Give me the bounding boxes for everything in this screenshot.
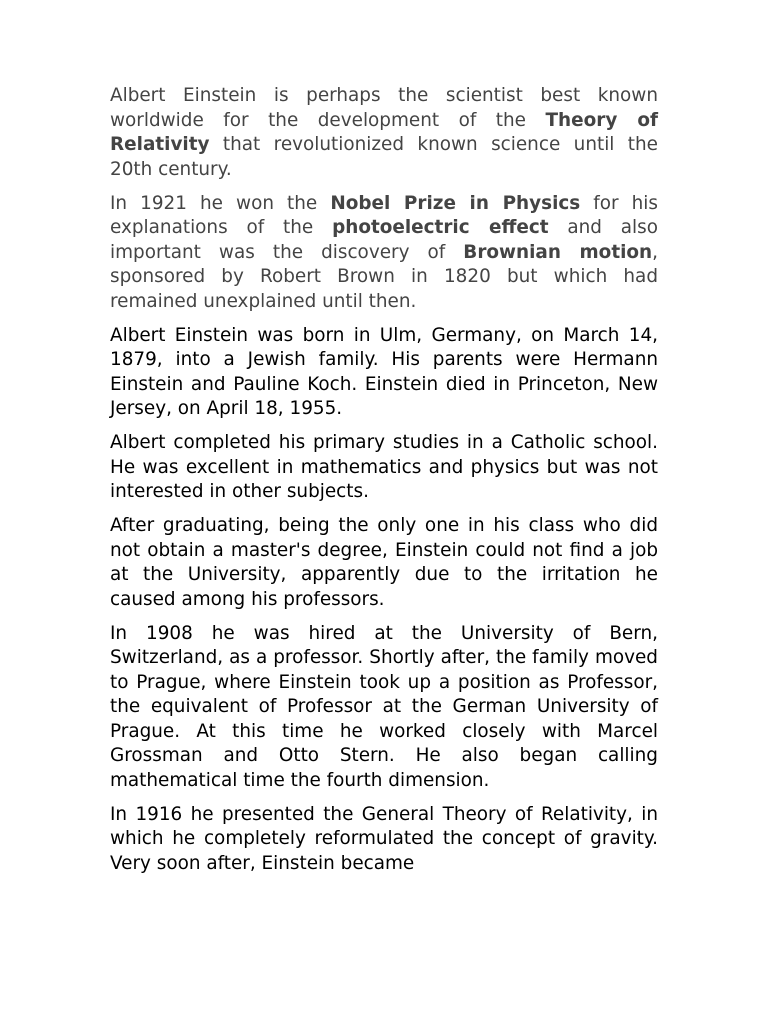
text-run: After graduating, being the only one in his class who did not obtain a master's degree, Einstein could not find a job at the University, apparently due to the irritation he caused among his professors.	[110, 515, 658, 610]
text-run: Albert Einstein was born in Ulm, Germany, on March 14, 1879, into a Jewish family. His parents were Hermann Einstein and Pauline Koch. Einstein died in Princeton, New Jersey, on April 18, 1955.	[110, 324, 658, 419]
text-run: for his explanations of the	[110, 192, 658, 238]
text-run: Albert completed his primary studies in a Catholic school. He was excellent in mathematics and physics but was not interested in other subjects.	[110, 432, 658, 502]
bold-term: photoelectric effect	[332, 217, 549, 238]
bold-term: Brownian motion	[463, 241, 653, 263]
text-run: In 1916 he presented the General Theory of Relativity, in which he completely reformulated the concept of gravity. Very soon after, Einstein became	[110, 803, 658, 874]
document-page	[110, 84, 658, 886]
paragraph	[110, 192, 658, 315]
bold-term: Nobel Prize in Physics	[330, 192, 581, 214]
text-run: Albert Einstein is perhaps the scientist best known worldwide for the development of the	[110, 85, 658, 131]
text-run: In 1908 he was hired at the University of Bern, Switzerland, as a professor. Shortly after, the family moved to Prague, where Einstein took up a position as Professor, the equivalent of Professor at the German University of Prague. At this time he worked closely with Marcel Grossman and Otto Stern. He also began calling mathematical time the fourth dimension.	[110, 622, 658, 791]
paragraph	[110, 431, 658, 505]
paragraph	[110, 84, 658, 182]
text-run: , sponsored by Robert Brown in 1820 but which had remained unexplained until then.	[110, 241, 658, 312]
paragraph	[110, 803, 658, 877]
text-run: In 1921 he won the	[110, 192, 331, 214]
text-run: that revolutionized known science until the 20th century.	[110, 134, 658, 180]
bold-term: Theory of Relativity	[110, 109, 658, 155]
document-body	[110, 84, 658, 876]
paragraph	[110, 324, 658, 422]
paragraph	[110, 514, 658, 612]
paragraph	[110, 622, 658, 794]
text-run: and also important was the discovery of	[110, 217, 658, 263]
